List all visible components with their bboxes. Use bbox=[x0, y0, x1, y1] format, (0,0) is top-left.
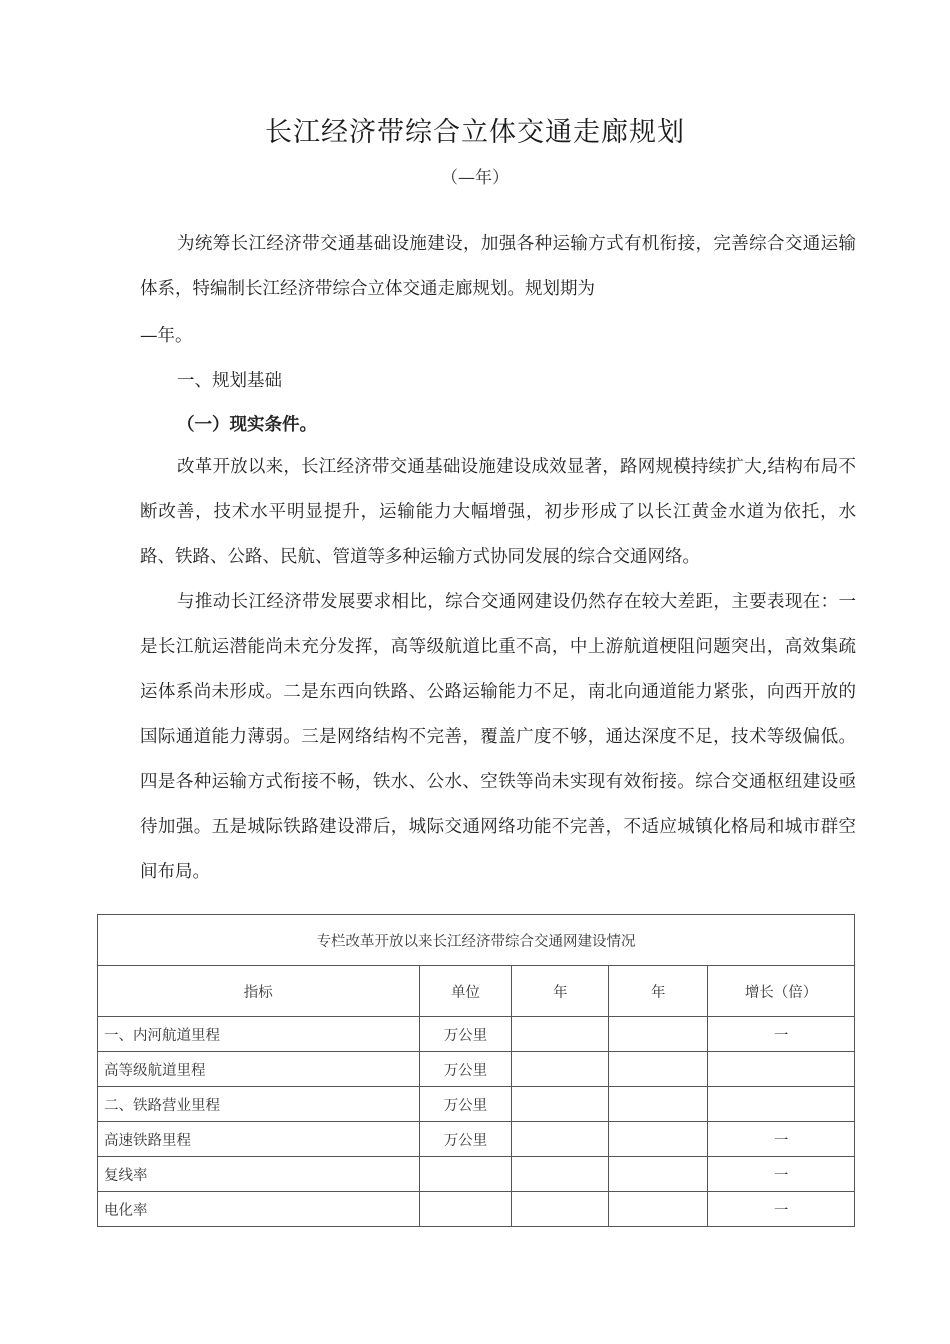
row-unit: 万公里 bbox=[419, 1087, 512, 1122]
subsection-heading: （一）现实条件。 bbox=[177, 415, 317, 435]
row-year-1 bbox=[512, 1087, 609, 1122]
paragraph-current-conditions: 改革开放以来，长江经济带交通基础设施建设成效显著，路网规模持续扩大,结构布局不断改善，技术水平明显提升，运输能力大幅增强，初步形成了以长江黄金水道为依托，水路、铁路、公路、民航、管道等多种运输方式协同发展的综合交通网络。 bbox=[140, 457, 856, 567]
row-year-1 bbox=[512, 1052, 609, 1087]
row-unit bbox=[419, 1192, 512, 1227]
row-indicator: 高速铁路里程 bbox=[98, 1122, 420, 1157]
header-indicator: 指标 bbox=[98, 966, 420, 1017]
row-year-1 bbox=[512, 1017, 609, 1052]
row-indicator: 电化率 bbox=[98, 1192, 420, 1227]
row-growth bbox=[708, 1087, 855, 1122]
row-indicator: 高等级航道里程 bbox=[98, 1052, 420, 1087]
row-year-1 bbox=[512, 1192, 609, 1227]
row-indicator: 一、内河航道里程 bbox=[98, 1017, 420, 1052]
header-unit: 单位 bbox=[419, 966, 512, 1017]
row-growth: 一 bbox=[708, 1017, 855, 1052]
table-row bbox=[98, 1052, 855, 1087]
table-row bbox=[98, 1087, 855, 1122]
doc-subtitle: （—年） bbox=[441, 168, 509, 188]
table-header-row bbox=[98, 966, 855, 1017]
header-growth: 增长（倍） bbox=[708, 966, 855, 1017]
row-growth bbox=[708, 1052, 855, 1087]
table-row bbox=[98, 1122, 855, 1157]
row-growth: 一 bbox=[708, 1192, 855, 1227]
row-year-2 bbox=[609, 1087, 708, 1122]
row-unit: 万公里 bbox=[419, 1052, 512, 1087]
table-row bbox=[98, 1192, 855, 1227]
row-unit bbox=[419, 1157, 512, 1192]
row-growth: 一 bbox=[708, 1122, 855, 1157]
row-year-2 bbox=[609, 1157, 708, 1192]
row-unit: 万公里 bbox=[419, 1122, 512, 1157]
row-unit: 万公里 bbox=[419, 1017, 512, 1052]
section-heading: 一、规划基础 bbox=[177, 371, 282, 391]
row-year-2 bbox=[609, 1122, 708, 1157]
header-year-2: 年 bbox=[609, 966, 708, 1017]
table-caption: 专栏改革开放以来长江经济带综合交通网建设情况 bbox=[98, 915, 855, 966]
row-indicator: 二、铁路营业里程 bbox=[98, 1087, 420, 1122]
row-year-2 bbox=[609, 1017, 708, 1052]
intro-paragraph: 为统筹长江经济带交通基础设施建设，加强各种运输方式有机衔接，完善综合交通运输体系，特编制长江经济带综合立体交通走廊规划。规划期为 bbox=[140, 234, 856, 299]
intro-tail: —年。 bbox=[140, 326, 193, 346]
paragraph-gaps: 与推动长江经济带发展要求相比，综合交通网建设仍然存在较大差距，主要表现在：一是长江航运潜能尚未充分发挥，高等级航道比重不高，中上游航道梗阻问题突出，高效集疏运体系尚未形成。二是东西向铁路、公路运输能力不足，南北向通道能力紧张，向西开放的国际通道能力薄弱。三是网络结构不完善，覆盖广度不够，通达深度不足，技术等级偏低。四是各种运输方式衔接不畅，铁水、公水、空铁等尚未实现有效衔接。综合交通枢纽建设亟待加强。五是城际铁路建设滞后，城际交通网络功能不完善，不适应城镇化格局和城市群空间布局。 bbox=[140, 592, 856, 882]
table-row bbox=[98, 1017, 855, 1052]
row-year-1 bbox=[512, 1157, 609, 1192]
table-row bbox=[98, 1157, 855, 1192]
row-growth: 一 bbox=[708, 1157, 855, 1192]
row-year-2 bbox=[609, 1052, 708, 1087]
doc-title: 长江经济带综合立体交通走廊规划 bbox=[265, 117, 685, 148]
header-year-1: 年 bbox=[512, 966, 609, 1017]
row-indicator: 复线率 bbox=[98, 1157, 420, 1192]
row-year-1 bbox=[512, 1122, 609, 1157]
row-year-2 bbox=[609, 1192, 708, 1227]
construction-table bbox=[97, 914, 855, 1227]
